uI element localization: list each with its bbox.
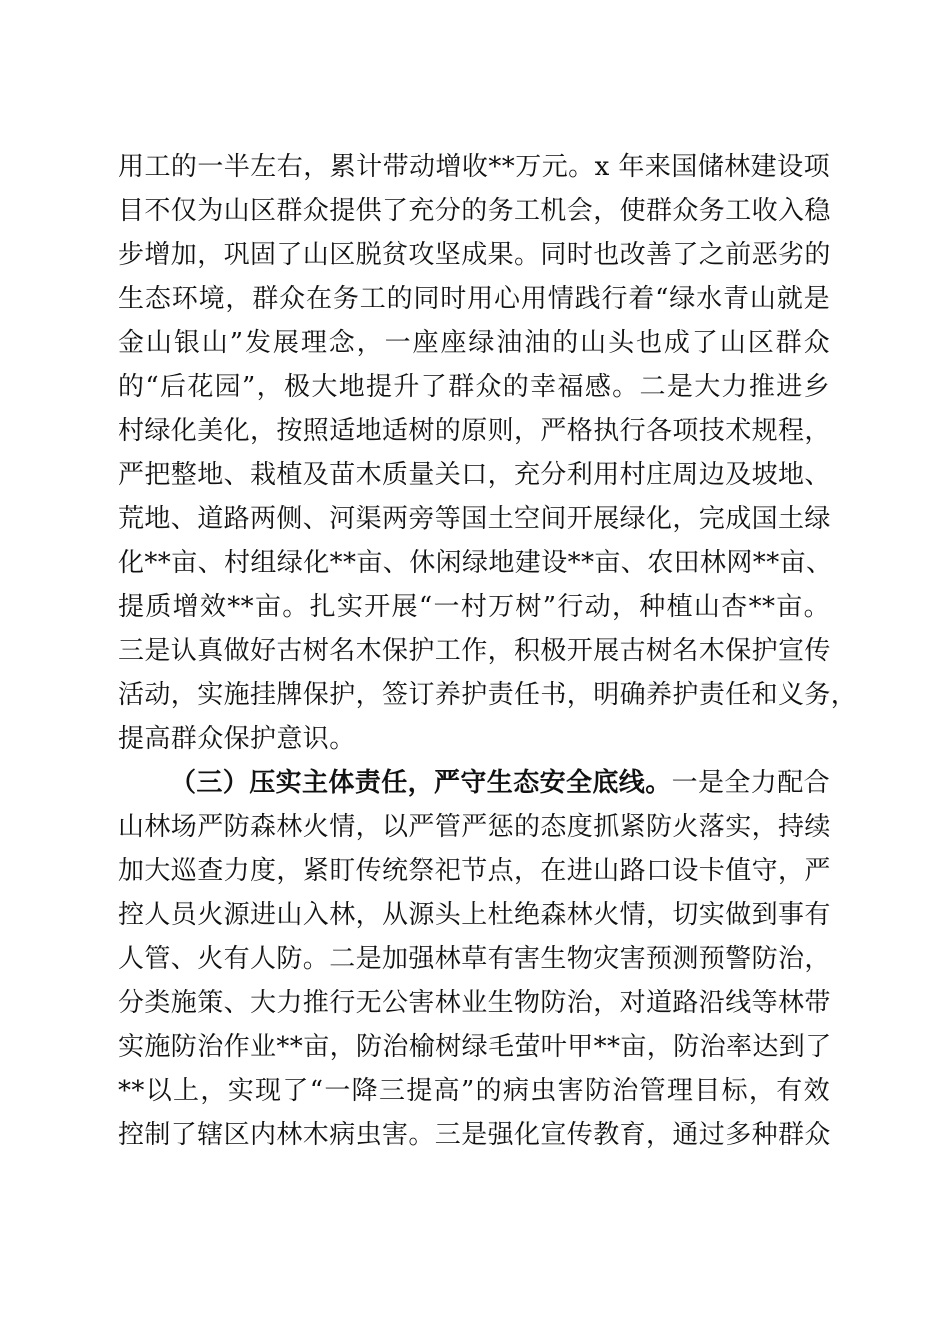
paragraph-2-first-line <box>118 761 830 805</box>
paragraph-2-line: **以上，实现了“一降三提高”的病虫害防治管理目标，有效 <box>118 1076 830 1106</box>
document-body <box>118 145 858 1157</box>
paragraph-2-line: 分类施策、大力推行无公害林业生物防治，对道路沿线等林带 <box>118 988 831 1018</box>
paragraph-2 <box>118 761 830 1157</box>
paragraph-1-line: 三是认真做好古树名木保护工作，积极开展古树名木保护宣传 <box>118 636 831 666</box>
paragraph-1-line: 用工的一半左右，累计带动增收**万元。x 年来国储林建设项 <box>118 152 830 182</box>
paragraph-2-line: 加大巡查力度，紧盯传统祭祀节点，在进山路口设卡值守，严 <box>118 856 831 886</box>
paragraph-2-line: 控人员火源进山入林，从源头上杜绝森林火情，切实做到事有 <box>118 900 831 930</box>
paragraph-1-line: 荒地、道路两侧、河渠两旁等国土空间开展绿化，完成国土绿 <box>118 504 831 534</box>
section-heading: （三）压实主体责任，严守生态安全底线。 <box>170 768 672 798</box>
paragraph-1-line: 步增加，巩固了山区脱贫攻坚成果。同时也改善了之前恶劣的 <box>118 240 831 270</box>
paragraph-2-first-line-text: 一是全力配合 <box>671 768 831 798</box>
paragraph-1-line: 严把整地、栽植及苗木质量关口，充分利用村庄周边及坡地、 <box>118 460 831 490</box>
paragraph-1-line: 村绿化美化，按照适地适树的原则，严格执行各项技术规程， <box>118 416 831 446</box>
paragraph-2-line: 控制了辖区内林木病虫害。三是强化宣传教育，通过多种群众 <box>118 1120 831 1150</box>
paragraph-1 <box>118 145 858 761</box>
paragraph-1-line: 化**亩、村组绿化**亩、休闲绿地建设**亩、农田林网**亩、 <box>118 548 833 578</box>
paragraph-1-line: 生态环境，群众在务工的同时用心用情践行着“绿水青山就是 <box>118 284 830 314</box>
paragraph-1-line: 的“后花园”，极大地提升了群众的幸福感。二是大力推进乡 <box>118 372 830 402</box>
paragraph-2-line: 实施防治作业**亩，防治榆树绿毛萤叶甲**亩，防治率达到了 <box>118 1032 832 1062</box>
paragraph-2-line: 山林场严防森林火情，以严管严惩的态度抓紧防火落实，持续 <box>118 812 831 842</box>
paragraph-2-line: 人管、火有人防。二是加强林草有害生物灾害预测预警防治， <box>118 944 831 974</box>
paragraph-1-line: 提质增效**亩。扎实开展“一村万树”行动，种植山杏**亩。 <box>118 592 830 622</box>
paragraph-1-line: 提高群众保护意识。 <box>118 724 356 754</box>
paragraph-1-line: 金山银山”发展理念，一座座绿油油的山头也成了山区群众 <box>118 328 830 358</box>
paragraph-1-line: 目不仅为山区群众提供了充分的务工机会，使群众务工收入稳 <box>118 196 831 226</box>
paragraph-1-line: 活动，实施挂牌保护，签订养护责任书，明确养护责任和义务， <box>118 680 858 710</box>
